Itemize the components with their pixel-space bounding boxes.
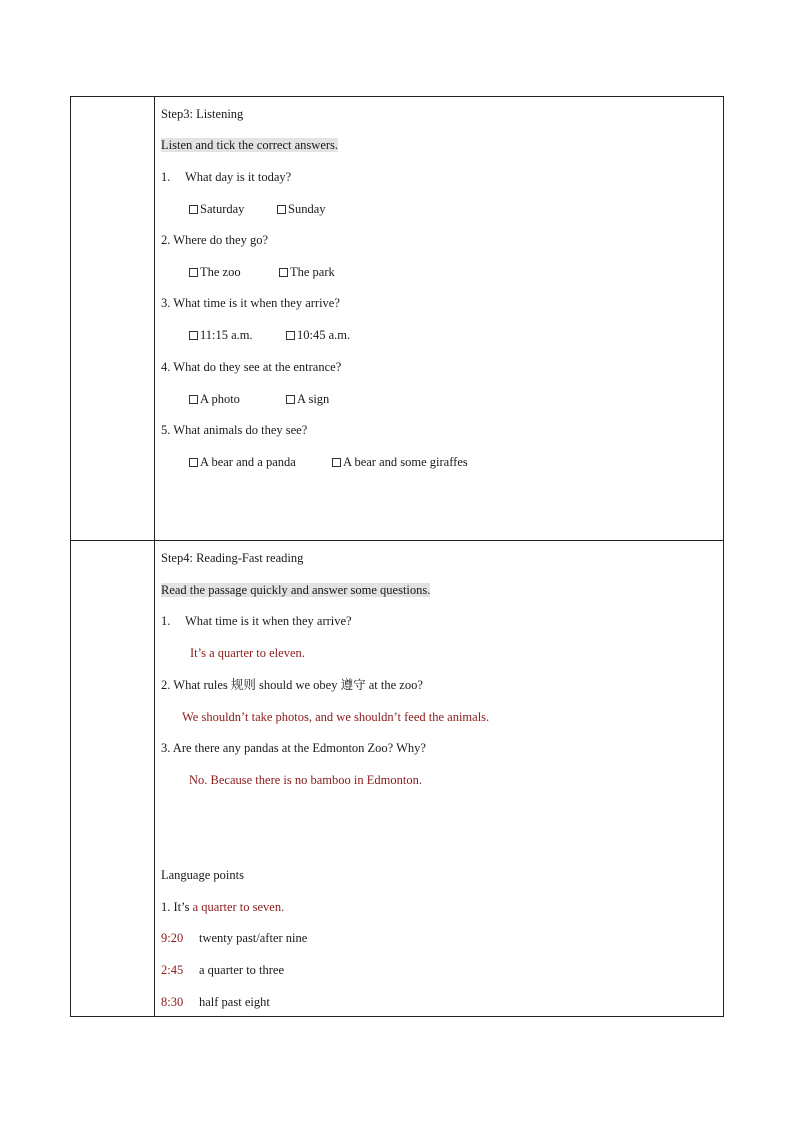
step3-q2-options	[189, 264, 335, 280]
option-a-sign[interactable]: A sign	[286, 391, 329, 407]
step3-q3-text: 3. What time is it when they arrive?	[161, 296, 340, 310]
option-1045[interactable]: 10:45 a.m.	[286, 327, 350, 343]
example-text: twenty past/after nine	[199, 931, 308, 945]
step3-q1-text: What day is it today?	[185, 170, 292, 184]
example-time: 8:30	[161, 995, 184, 1009]
step3-q2-text: 2. Where do they go?	[161, 233, 269, 247]
step4-q1-answer: It’s a quarter to eleven.	[190, 646, 305, 660]
option-a-photo[interactable]: A photo	[189, 391, 286, 407]
step4-title: Step4: Reading-Fast reading	[161, 551, 304, 565]
example-row	[161, 930, 307, 946]
step4-q1: 1. What time is it when they arrive?	[161, 614, 352, 628]
checkbox-icon[interactable]	[286, 331, 295, 340]
checkbox-icon[interactable]	[189, 331, 198, 340]
step3-q1-options	[189, 201, 326, 217]
step3-q1: 1. What day is it today?	[161, 170, 292, 184]
checkbox-icon[interactable]	[189, 458, 198, 467]
checkbox-icon[interactable]	[189, 395, 198, 404]
step3-title: Step3: Listening	[161, 107, 244, 121]
checkbox-icon[interactable]	[277, 205, 286, 214]
checkbox-icon[interactable]	[279, 268, 288, 277]
example-time: 9:20	[161, 931, 184, 945]
step4-q3-text: 3. Are there any pandas at the Edmonton Zoo? Why?	[161, 741, 426, 755]
step4-q2-text: 2. What rules 规则 should we obey 遵守 at the zoo?	[161, 678, 423, 692]
step3-q5-text: 5. What animals do they see?	[161, 423, 308, 437]
language-point-1: 1. It’s a quarter to seven.	[161, 900, 285, 914]
option-sunday[interactable]: Sunday	[277, 201, 326, 217]
example-time: 2:45	[161, 963, 184, 977]
language-points-title: Language points	[161, 868, 244, 882]
step3-q4-options	[189, 391, 329, 407]
language-point-1-highlight: a quarter to seven.	[192, 900, 285, 914]
step3-q4-text: 4. What do they see at the entrance?	[161, 360, 342, 374]
example-row	[161, 994, 270, 1010]
option-saturday[interactable]: Saturday	[189, 201, 277, 217]
checkbox-icon[interactable]	[189, 268, 198, 277]
table-row-step3	[71, 97, 723, 541]
step4-instruction: Read the passage quickly and answer some questions.	[161, 583, 431, 597]
step4-q3-answer: No. Because there is no bamboo in Edmonton.	[189, 773, 422, 787]
example-row	[161, 962, 284, 978]
option-the-zoo[interactable]: The zoo	[189, 264, 279, 280]
step4-q1-text: What time is it when they arrive?	[185, 614, 352, 628]
lesson-table	[70, 96, 724, 1017]
checkbox-icon[interactable]	[189, 205, 198, 214]
option-bear-panda[interactable]: A bear and a panda	[189, 454, 332, 470]
example-text: half past eight	[199, 995, 270, 1009]
option-bear-giraffes[interactable]: A bear and some giraffes	[332, 454, 468, 470]
step4-q2-answer: We shouldn’t take photos, and we shouldn’t feed the animals.	[182, 710, 490, 724]
checkbox-icon[interactable]	[332, 458, 341, 467]
option-1115[interactable]: 11:15 a.m.	[189, 327, 286, 343]
step3-q5-options	[189, 454, 468, 470]
left-cell	[71, 541, 155, 1016]
left-cell	[71, 97, 155, 540]
option-the-park[interactable]: The park	[279, 264, 335, 280]
step3-instruction: Listen and tick the correct answers.	[161, 138, 339, 152]
checkbox-icon[interactable]	[286, 395, 295, 404]
example-text: a quarter to three	[199, 963, 285, 977]
step3-q3-options	[189, 327, 350, 343]
table-row-step4	[71, 541, 723, 1016]
